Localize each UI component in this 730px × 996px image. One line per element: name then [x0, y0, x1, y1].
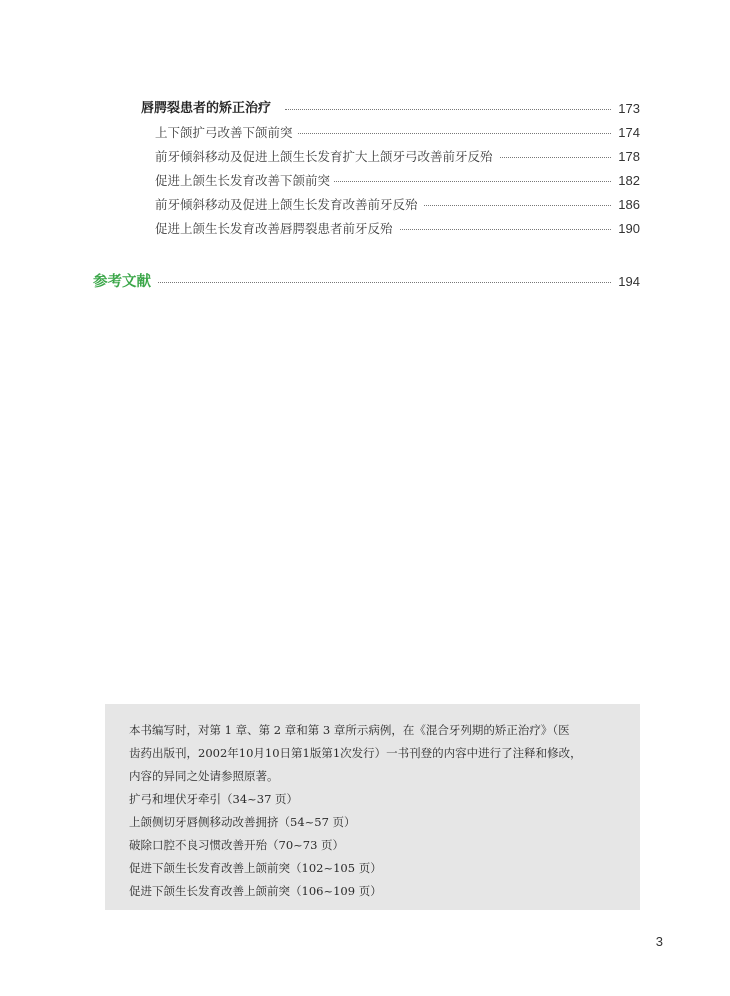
- toc-references-title: 参考文献: [93, 274, 151, 290]
- note-box: [105, 704, 640, 910]
- toc-leader: [500, 157, 611, 158]
- toc-section-title: 唇腭裂患者的矫正治疗: [141, 99, 271, 119]
- toc-entry[interactable]: [0, 195, 730, 215]
- toc-section-entry[interactable]: [0, 99, 730, 119]
- note-line: 内容的异同之处请参照原著。: [129, 769, 279, 783]
- toc-leader: [400, 229, 611, 230]
- toc-references-entry[interactable]: [0, 272, 730, 292]
- toc-leader: [424, 205, 611, 206]
- toc-page-number: 186: [618, 197, 640, 212]
- note-line: 促进下颌生长发育改善上颌前突（106~109 页）: [129, 884, 382, 898]
- note-line: 齿药出版刊，2002年10月10日第1版第1次发行）一书刊登的内容中进行了注释和修改，: [129, 746, 582, 760]
- toc-entry-title: 促进上颌生长发育改善下颌前突: [155, 171, 330, 191]
- toc-page-number: 194: [618, 274, 640, 289]
- toc-page-number: 174: [618, 125, 640, 140]
- toc-entry[interactable]: [0, 171, 730, 191]
- toc-entry[interactable]: [0, 219, 730, 239]
- toc-entry[interactable]: [0, 147, 730, 167]
- toc-page-number: 178: [618, 149, 640, 164]
- toc-page-number: 190: [618, 221, 640, 236]
- note-line: 上颌侧切牙唇侧移动改善拥挤（54~57 页）: [129, 815, 356, 829]
- toc-leader: [334, 181, 611, 182]
- toc-leader: [285, 109, 611, 110]
- toc-leader: [158, 282, 611, 283]
- toc-entry-title: 前牙倾斜移动及促进上颌生长发育改善前牙反殆: [155, 195, 418, 215]
- toc-entry-title: 上下颌扩弓改善下颌前突: [155, 123, 293, 143]
- page-number: 3: [655, 934, 663, 949]
- toc-leader: [298, 133, 611, 134]
- note-line: 本书编写时，对第 1 章、第 2 章和第 3 章所示病例，在《混合牙列期的矫正治疗》（医: [129, 723, 570, 737]
- toc-entry-title: 促进上颌生长发育改善唇腭裂患者前牙反殆: [155, 219, 393, 239]
- toc-entry[interactable]: [0, 123, 730, 143]
- toc-page-number: 173: [618, 101, 640, 116]
- note-line: 促进下颌生长发育改善上颌前突（102~105 页）: [129, 861, 382, 875]
- note-line: 破除口腔不良习惯改善开殆（70~73 页）: [129, 838, 345, 852]
- toc-page-number: 182: [618, 173, 640, 188]
- note-line: 扩弓和埋伏牙牵引（34~37 页）: [129, 792, 299, 806]
- toc-entry-title: 前牙倾斜移动及促进上颌生长发育扩大上颌牙弓改善前牙反殆: [155, 147, 493, 167]
